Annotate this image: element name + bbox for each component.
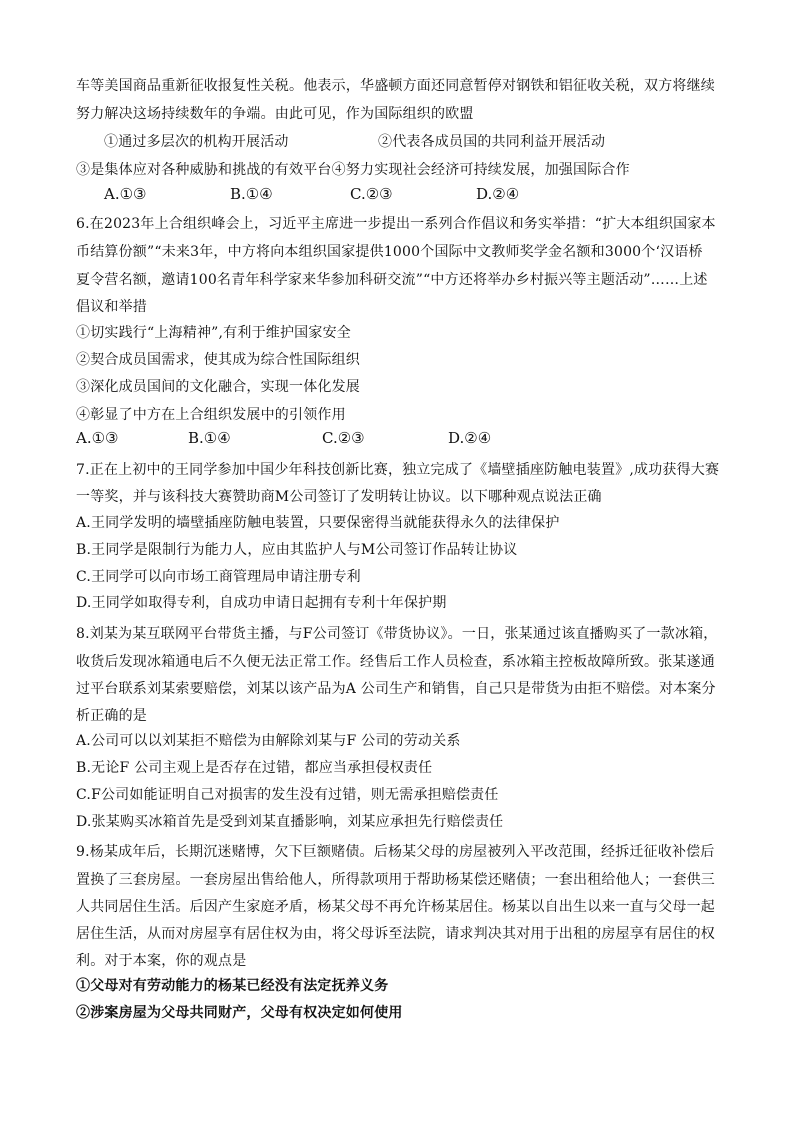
q7-choice-d: D.王同学如取得专利，自成功申请日起拥有专利十年保护期 — [76, 595, 447, 611]
q9-text-line: 人共同居住生活。后因产生家庭矛盾，杨某父母不再允许杨某居住。杨某以自出生以来一直与父母一起 — [76, 899, 715, 915]
q7-choice-b: B.王同学是限制行为能力人，应由其监护人与M公司签订作品转让协议 — [76, 542, 518, 558]
q5-text-line: 车等美国商品重新征收报复性关税。他表示，华盛顿方面还同意暂停对钢铁和铝征收关税，双方将继续 — [76, 78, 715, 94]
q6-statement: ③深化成员国间的文化融合，实现一体化发展 — [76, 379, 360, 395]
q9-text-line: 置换了三套房屋。一套房屋出售给他人，所得款项用于帮助杨某偿还赌债；一套出租给他人；一套供三 — [76, 872, 715, 888]
q6-statement: ①切实践行“上海精神”,有利于维护国家安全 — [76, 325, 351, 341]
q5-option-b: B.①④ — [230, 185, 273, 203]
q8-text-line: 收货后发现冰箱通电后不久便无法正常工作。经售后工作人员检查，系冰箱主控板故障所致。张某遂通 — [76, 654, 715, 670]
q6-statement: ②契合成员国需求，使其成为综合性国际组织 — [76, 352, 360, 368]
q5-option-c: C.②③ — [350, 185, 393, 203]
q5-option-d: D.②④ — [476, 185, 520, 203]
q7-text-line: 7.正在上初中的王同学参加中国少年科技创新比赛，独立完成了《墙壁插座防触电装置》,成功获得大赛 — [76, 462, 720, 478]
q8-choice-a: A.公司可以以刘某拒不赔偿为由解除刘某与F 公司的劳动关系 — [76, 733, 461, 749]
q8-choice-b: B.无论F 公司主观上是否存在过错，都应当承担侵权责任 — [76, 760, 433, 776]
q9-text-line: 居住生活，从而对房屋享有居住权为由，将父母诉至法院，请求判决其对用于出租的房屋享有居住的权 — [76, 926, 715, 942]
q6-statement: ④彰显了中方在上合组织发展中的引领作用 — [76, 407, 346, 423]
q5-statement-3-4: ③是集体应对各种威胁和挑战的有效平台④努力实现社会经济可持续发展，加强国际合作 — [76, 162, 630, 178]
q6-option-c: C.②③ — [322, 429, 365, 447]
q6-option-b: B.①④ — [188, 429, 231, 447]
q6-text-line: 倡议和举措 — [76, 299, 147, 315]
q9-text-line: 利。对于本案，你的观点是 — [76, 953, 247, 969]
q5-text-line: 努力解决这场持续数年的争端。由此可见，作为国际组织的欧盟 — [76, 106, 474, 122]
q9-statement-bold: ②涉案房屋为父母共同财产，父母有权决定如何使用 — [76, 1005, 403, 1021]
q8-choice-d: D.张某购买冰箱首先是受到刘某直播影响，刘某应承担先行赔偿责任 — [76, 814, 504, 830]
q5-statement-2: ②代表各成员国的共同利益开展活动 — [378, 134, 606, 150]
q6-text-line: 夏令营名额，邀请100名青年科学家来华参加科研交流”“中方还将举办乡村振兴等主题活动”……上述 — [76, 272, 708, 288]
q8-text-line: 过平台联系刘某索要赔偿，刘某以该产品为A 公司生产和销售，自己只是带货为由拒不赔偿。对本案分 — [76, 681, 716, 697]
q9-text-line: 9.杨某成年后，长期沉迷赌博，欠下巨额赌债。后杨某父母的房屋被列入平改范围，经拆迁征收补偿后 — [76, 844, 715, 860]
q6-option-d: D.②④ — [448, 429, 492, 447]
q8-text-line: 析正确的是 — [76, 708, 147, 724]
q5-option-a: A.①③ — [104, 185, 147, 203]
q8-choice-c: C.F公司如能证明自己对损害的发生没有过错，则无需承担赔偿责任 — [76, 787, 499, 803]
q6-option-a: A.①③ — [76, 429, 119, 447]
q6-text-line: 币结算份额”“未来3年，中方将向本组织国家提供1000个国际中文教师奖学金名额和3000个‘汉语桥 — [76, 244, 703, 260]
q7-choice-c: C.王同学可以向市场工商管理局申请注册专利 — [76, 569, 361, 585]
q7-choice-a: A.王同学发明的墙壁插座防触电装置，只要保密得当就能获得永久的法律保护 — [76, 515, 560, 531]
q6-text-line: 6.在2023年上合组织峰会上，习近平主席进一步提出一系列合作倡议和务实举措：“扩大本组织国家本 — [76, 216, 716, 232]
q9-statement-bold: ①父母对有劳动能力的杨某已经没有法定抚养义务 — [76, 978, 389, 994]
q7-text-line: 一等奖，并与该科技大赛赞助商M公司签订了发明转让协议。以下哪种观点说法正确 — [76, 489, 602, 505]
q8-text-line: 8.刘某为某互联网平台带货主播，与F公司签订《带货协议》。一日，张某通过该直播购买了一款冰箱， — [76, 626, 718, 642]
q5-statement-1: ①通过多层次的机构开展活动 — [104, 134, 289, 150]
